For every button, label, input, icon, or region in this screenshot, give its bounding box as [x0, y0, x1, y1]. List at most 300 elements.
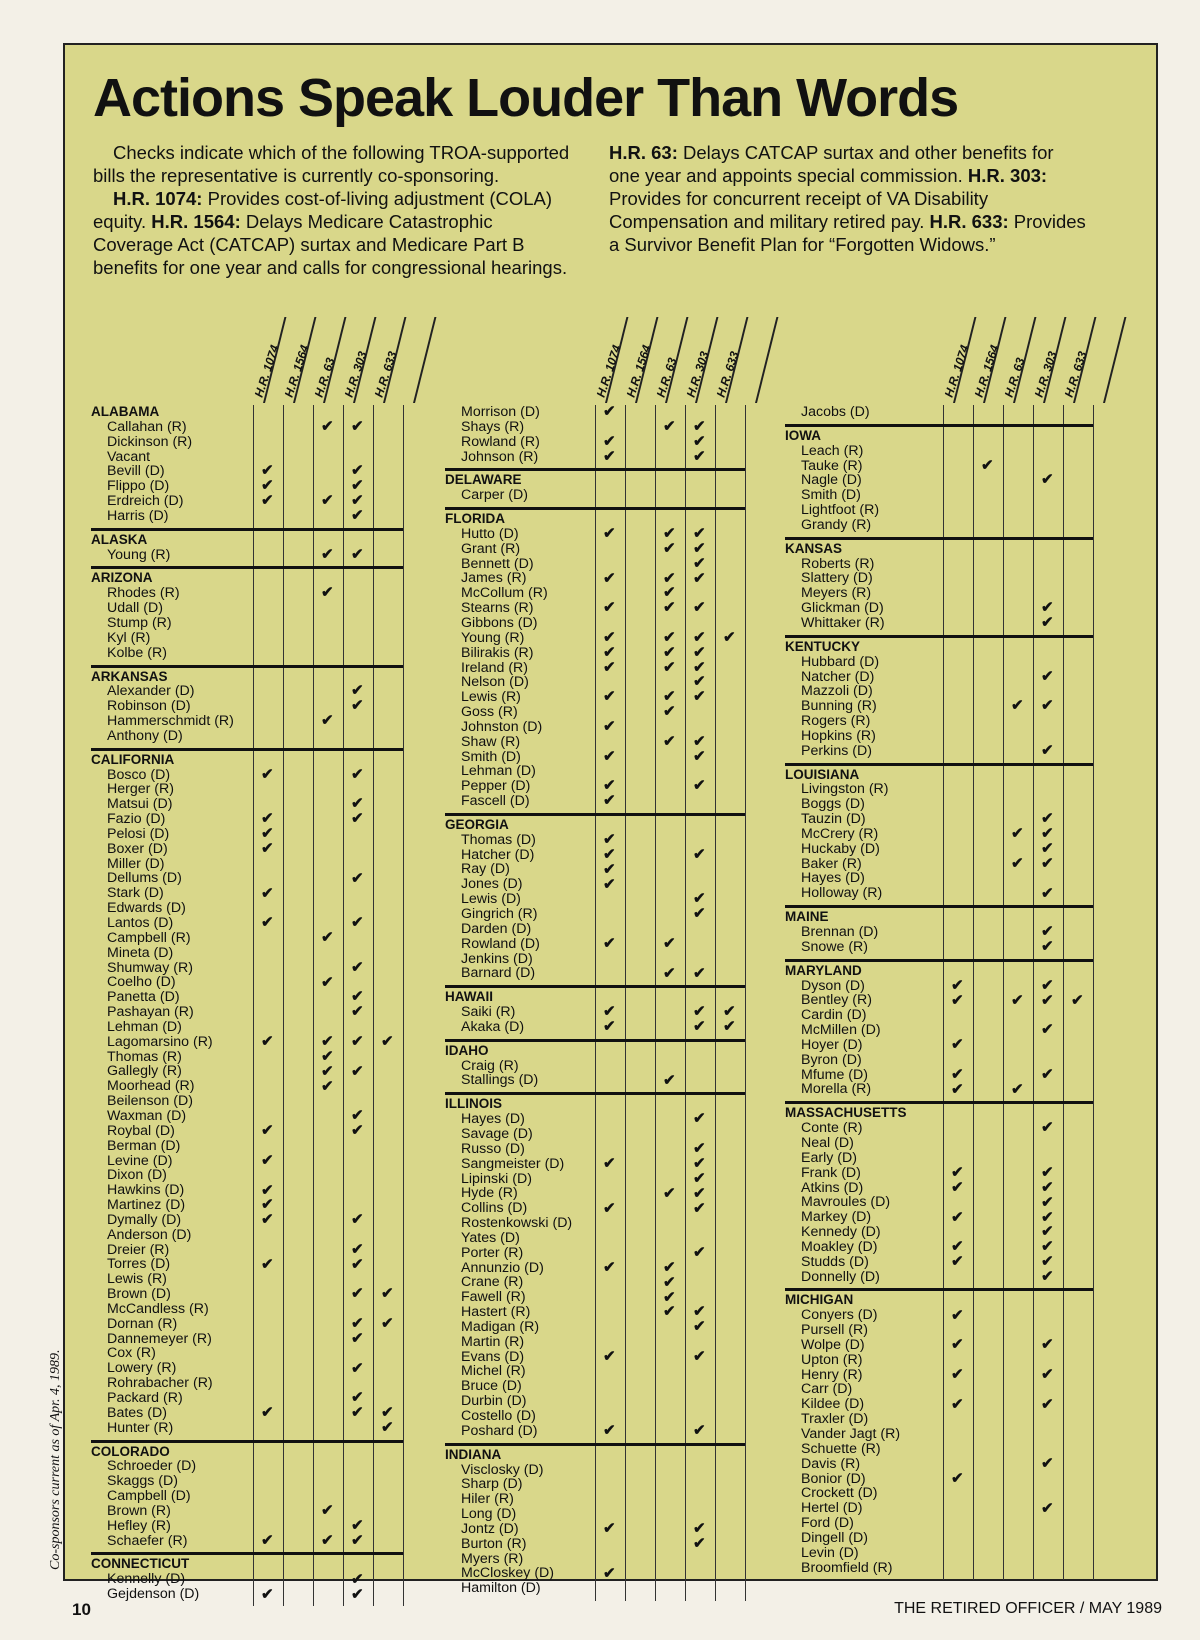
- bill-label: H.R. 633:: [929, 211, 1009, 232]
- state-divider: [785, 420, 1093, 427]
- state-heading: KANSAS: [785, 540, 843, 556]
- rep-name: Conte (R): [801, 1120, 863, 1137]
- check-mark: ✔: [951, 1238, 964, 1256]
- rep-name: Michel (R): [461, 1363, 526, 1380]
- rep-name: Lehman (D): [107, 1018, 182, 1035]
- check-mark: ✔: [1041, 1366, 1054, 1383]
- rep-name: Gibbons (D): [461, 614, 538, 631]
- rep-name: Cardin (D): [801, 1007, 867, 1024]
- check-mark: ✔: [261, 1585, 274, 1603]
- check-mark: ✔: [351, 1240, 364, 1258]
- state-heading: GEORGIA: [445, 816, 509, 832]
- state-divider: [785, 1097, 1093, 1104]
- rep-name: Shaw (R): [461, 733, 521, 750]
- rep-name: Cox (R): [107, 1345, 156, 1362]
- check-mark: ✔: [351, 1285, 364, 1303]
- check-mark: ✔: [351, 1122, 364, 1140]
- check-mark: ✔: [381, 1033, 394, 1050]
- check-mark: ✔: [603, 628, 616, 646]
- rep-name: Lantos (D): [107, 915, 174, 931]
- rep-name: Glickman (D): [801, 600, 884, 617]
- rep-name: Baker (R): [801, 855, 862, 872]
- rep-name: Lagomarsino (R): [107, 1033, 213, 1050]
- check-mark: ✔: [321, 1033, 334, 1050]
- state-heading: MAINE: [785, 909, 829, 925]
- rep-name: Hertel (D): [801, 1500, 863, 1517]
- rep-name: Bates (D): [107, 1404, 167, 1421]
- state-heading: IOWA: [785, 427, 821, 443]
- state-divider: [445, 1088, 745, 1095]
- rep-name: Morrison (D): [461, 404, 540, 420]
- rep-name: Mineta (D): [107, 944, 174, 961]
- check-mark: ✔: [663, 539, 676, 557]
- check-mark: ✔: [321, 973, 334, 991]
- bill-header-cell: [655, 319, 685, 403]
- article-frame: [63, 43, 1158, 1603]
- check-mark: ✔: [1041, 1395, 1054, 1413]
- rep-name: Broomfield (R): [801, 1559, 893, 1576]
- check-mark: ✔: [381, 1404, 394, 1422]
- check-mark: ✔: [351, 1389, 364, 1407]
- check-mark: ✔: [1041, 1163, 1054, 1181]
- rep-name: Fazio (D): [107, 811, 166, 828]
- rep-name: Bruce (D): [461, 1378, 522, 1395]
- bill-header-cell: [1063, 319, 1093, 403]
- state-divider: [785, 759, 1093, 766]
- rep-name: Stark (D): [107, 885, 164, 902]
- rep-list: [91, 405, 271, 1602]
- check-mark: ✔: [1041, 741, 1054, 759]
- check-mark: ✔: [351, 810, 364, 828]
- rep-name: Rowland (D): [461, 935, 540, 952]
- check-mark: ✔: [1041, 1065, 1054, 1083]
- rep-name: Livingston (R): [801, 781, 889, 798]
- rep-list: [785, 405, 965, 1575]
- rep-name: Byron (D): [801, 1051, 862, 1068]
- bill-desc: Provides a Survivor Benefit Plan for “Forgotten Widows.”: [609, 211, 1086, 255]
- check-mark: ✔: [1071, 991, 1084, 1009]
- rep-name: Moorhead (R): [107, 1078, 195, 1095]
- header-divider: [755, 317, 778, 403]
- check-mark: ✔: [603, 524, 616, 542]
- rep-name: Myers (R): [461, 1550, 524, 1567]
- rep-name: Kennelly (D): [107, 1571, 186, 1588]
- check-mark: ✔: [261, 477, 274, 495]
- check-mark: ✔: [603, 599, 616, 617]
- check-mark: ✔: [1041, 839, 1054, 857]
- rep-name: Moakley (D): [801, 1238, 878, 1255]
- rep-name: Evans (D): [461, 1348, 525, 1365]
- rep-name: Dornan (R): [107, 1315, 178, 1332]
- state-heading: ARIZONA: [91, 570, 153, 586]
- check-mark: ✔: [951, 1253, 964, 1271]
- check-mark: ✔: [261, 1151, 274, 1169]
- state-heading: ARKANSAS: [91, 668, 168, 684]
- check-mark: ✔: [951, 976, 964, 994]
- rep-name: Tauke (R): [801, 457, 863, 474]
- rep-name: Johnston (D): [461, 718, 543, 735]
- rep-name: Sharp (D): [461, 1476, 523, 1493]
- intro-bills: [609, 141, 1089, 256]
- rep-name: Stump (R): [107, 614, 172, 631]
- bill-header-label: H.R. 303: [683, 349, 712, 399]
- check-mark: ✔: [321, 1532, 334, 1550]
- state-divider: [91, 1436, 403, 1443]
- bill-desc: Provides cost-of-living adjustment (COLA) equity.: [93, 188, 553, 232]
- check-mark: ✔: [693, 845, 706, 863]
- bill-desc: Delays Medicare Catastrophic Coverage Act (CATCAP) surtax and Medicare Part B benefits for one year and calls for congressional hearings.: [93, 211, 568, 278]
- check-mark: ✔: [663, 1258, 676, 1276]
- rep-name: McCandless (R): [107, 1300, 209, 1317]
- rep-name: Atkins (D): [801, 1179, 864, 1196]
- check-mark: ✔: [951, 1065, 964, 1083]
- header-divider: [413, 317, 436, 403]
- check-mark: ✔: [693, 658, 706, 676]
- rep-name: Bunning (R): [801, 698, 877, 715]
- check-mark: ✔: [1041, 1238, 1054, 1256]
- rep-name: Matsui (D): [107, 796, 173, 813]
- check-mark: ✔: [693, 1422, 706, 1440]
- bill-header-label: H.R. 63: [653, 355, 680, 399]
- check-mark: ✔: [351, 1255, 364, 1273]
- state-heading: MARYLAND: [785, 962, 862, 978]
- check-mark: ✔: [603, 1154, 616, 1172]
- state-heading: ALABAMA: [91, 404, 160, 419]
- bill-desc: Delays CATCAP surtax and other benefits for one year and appoints special commission.: [609, 142, 1054, 186]
- rep-name: Sangmeister (D): [461, 1155, 565, 1172]
- rep-name: Studds (D): [801, 1253, 869, 1270]
- rep-name: Bilirakis (R): [461, 644, 534, 661]
- rep-name: Schuette (R): [801, 1440, 881, 1457]
- rep-name: Neal (D): [801, 1134, 854, 1151]
- bill-label: H.R. 1074:: [113, 188, 203, 209]
- check-mark: ✔: [951, 1395, 964, 1413]
- check-mark: ✔: [1011, 991, 1024, 1009]
- check-mark: ✔: [1041, 667, 1054, 685]
- check-mark: ✔: [1041, 1021, 1054, 1039]
- rep-name: Huckaby (D): [801, 840, 880, 857]
- state-heading: COLORADO: [91, 1443, 170, 1459]
- grid-line: [313, 405, 314, 1606]
- rep-name: Martin (R): [461, 1333, 525, 1350]
- check-mark: ✔: [693, 1535, 706, 1553]
- check-mark: ✔: [693, 1303, 706, 1321]
- intro-left: [93, 141, 573, 279]
- state-heading: IDAHO: [445, 1042, 489, 1058]
- check-mark: ✔: [1011, 825, 1024, 843]
- state-divider: [785, 631, 1093, 638]
- check-mark: ✔: [663, 417, 676, 435]
- state-heading: FLORIDA: [445, 511, 505, 527]
- rep-name: Gingrich (R): [461, 906, 538, 922]
- check-mark: ✔: [351, 697, 364, 715]
- rep-name: Hayes (D): [801, 870, 865, 887]
- rep-name: Russo (D): [461, 1140, 525, 1157]
- check-mark: ✔: [1041, 614, 1054, 632]
- check-mark: ✔: [693, 599, 706, 617]
- check-mark: ✔: [603, 875, 616, 893]
- rep-name: Hyde (R): [461, 1185, 518, 1202]
- check-mark: ✔: [663, 643, 676, 661]
- bill-header-label: H.R. 1074: [941, 343, 972, 399]
- state-divider: [445, 503, 745, 510]
- check-mark: ✔: [1041, 1193, 1054, 1211]
- rep-name: Flippo (D): [107, 478, 170, 495]
- rep-name: Rowland (R): [461, 433, 540, 450]
- rep-name: Hefley (R): [107, 1517, 171, 1534]
- check-mark: ✔: [351, 1570, 364, 1588]
- rep-name: Stallings (D): [461, 1072, 539, 1089]
- check-mark: ✔: [663, 658, 676, 676]
- rep-name: Lehman (D): [461, 763, 536, 780]
- rep-name: Bennett (D): [461, 555, 534, 572]
- check-mark: ✔: [351, 988, 364, 1006]
- check-mark: ✔: [693, 1154, 706, 1172]
- rep-name: Dreier (R): [107, 1241, 170, 1258]
- state-heading: KENTUCKY: [785, 638, 861, 654]
- check-mark: ✔: [261, 810, 274, 828]
- rep-name: Skaggs (D): [107, 1473, 178, 1490]
- rep-name: McCloskey (D): [461, 1565, 555, 1582]
- check-mark: ✔: [603, 830, 616, 848]
- rep-name: Brown (D): [107, 1286, 171, 1303]
- bill-header-cell: [625, 319, 655, 403]
- rep-name: Jenkins (D): [461, 950, 533, 967]
- rep-name: Kildee (D): [801, 1396, 865, 1413]
- check-mark: ✔: [1041, 1119, 1054, 1137]
- check-mark: ✔: [693, 777, 706, 795]
- check-mark: ✔: [321, 712, 334, 730]
- rep-name: Hiler (R): [461, 1491, 514, 1508]
- grid-line: [1063, 405, 1064, 1580]
- check-mark: ✔: [663, 688, 676, 706]
- check-mark: ✔: [693, 688, 706, 706]
- check-mark: ✔: [693, 732, 706, 750]
- rep-name: Donnelly (D): [801, 1268, 880, 1285]
- check-mark: ✔: [261, 1122, 274, 1140]
- check-mark: ✔: [321, 1047, 334, 1065]
- rep-name: Jacobs (D): [801, 404, 870, 420]
- check-mark: ✔: [951, 1306, 964, 1324]
- check-mark: ✔: [1041, 1208, 1054, 1226]
- check-mark: ✔: [663, 1184, 676, 1202]
- check-mark: ✔: [693, 1520, 706, 1538]
- rep-name: Bosco (D): [107, 766, 171, 783]
- check-mark: ✔: [663, 1273, 676, 1291]
- check-mark: ✔: [261, 1404, 274, 1422]
- check-mark: ✔: [261, 765, 274, 783]
- rep-name: Dannemeyer (R): [107, 1330, 212, 1347]
- check-mark: ✔: [603, 1199, 616, 1217]
- rep-name: Dixon (D): [107, 1167, 167, 1184]
- check-mark: ✔: [693, 747, 706, 765]
- bill-header-label: H.R. 303: [341, 349, 370, 399]
- bill-header-label: H.R. 303: [1031, 349, 1060, 399]
- check-mark: ✔: [381, 1419, 394, 1437]
- check-mark: ✔: [1041, 1178, 1054, 1196]
- check-mark: ✔: [603, 777, 616, 795]
- rep-name: Burton (R): [461, 1535, 527, 1552]
- check-mark: ✔: [603, 403, 616, 420]
- check-mark: ✔: [603, 747, 616, 765]
- check-mark: ✔: [693, 1110, 706, 1128]
- rep-name: Ray (D): [461, 861, 510, 878]
- rep-name: Anthony (D): [107, 727, 183, 744]
- grid-line: [655, 405, 656, 1601]
- rep-name: Conyers (D): [801, 1307, 878, 1324]
- rep-name: Herger (R): [107, 781, 175, 798]
- bill-header-label: H.R. 63: [1001, 355, 1028, 399]
- rep-name: Hoyer (D): [801, 1036, 863, 1053]
- grid-line: [343, 405, 344, 1606]
- rep-name: Hammerschmidt (R): [107, 713, 234, 730]
- rep-name: Rohrabacher (R): [107, 1375, 213, 1392]
- check-mark: ✔: [1041, 599, 1054, 617]
- rep-name: Snowe (R): [801, 938, 869, 955]
- rep-name: Lewis (D): [461, 891, 521, 908]
- rep-name: Carper (D): [461, 487, 529, 504]
- check-mark: ✔: [351, 1315, 364, 1333]
- bill-header-cell: [1033, 319, 1063, 403]
- check-mark: ✔: [1041, 991, 1054, 1009]
- rep-name: Boggs (D): [801, 796, 865, 813]
- rep-name: Campbell (R): [107, 929, 191, 946]
- check-mark: ✔: [351, 869, 364, 887]
- page-number: 10: [72, 1600, 91, 1619]
- check-mark: ✔: [693, 1199, 706, 1217]
- rep-name: Hunter (R): [107, 1419, 174, 1436]
- rep-name: Mfume (D): [801, 1066, 868, 1083]
- check-mark: ✔: [351, 765, 364, 783]
- rep-name: Visclosky (D): [461, 1461, 544, 1478]
- rep-name: Upton (R): [801, 1351, 863, 1368]
- check-mark: ✔: [1011, 697, 1024, 715]
- rep-name: Frank (D): [801, 1164, 861, 1181]
- rep-name: Rostenkowski (D): [461, 1215, 573, 1232]
- rep-name: McCrery (R): [801, 825, 879, 842]
- check-mark: ✔: [981, 456, 994, 474]
- check-mark: ✔: [1041, 810, 1054, 828]
- rep-name: Smith (D): [801, 487, 861, 504]
- check-mark: ✔: [351, 958, 364, 976]
- grid-line: [685, 405, 686, 1601]
- rep-name: Packard (R): [107, 1390, 183, 1406]
- rep-name: Yates (D): [461, 1229, 520, 1246]
- check-mark: ✔: [1041, 1499, 1054, 1517]
- check-mark: ✔: [603, 688, 616, 706]
- check-mark: ✔: [693, 890, 706, 908]
- check-mark: ✔: [693, 1184, 706, 1202]
- rep-name: Meyers (R): [801, 585, 872, 602]
- check-mark: ✔: [693, 1140, 706, 1158]
- bill-header-cell: [253, 319, 283, 403]
- bill-label: H.R. 63:: [609, 142, 678, 163]
- state-heading: DELAWARE: [445, 472, 522, 488]
- rep-name: Schaefer (R): [107, 1532, 188, 1549]
- rep-name: Leach (R): [801, 442, 864, 459]
- state-heading: CONNECTICUT: [91, 1556, 190, 1572]
- rep-name: Thomas (D): [461, 831, 536, 848]
- page-title: Actions Speak Louder Than Words: [93, 68, 959, 128]
- check-mark: ✔: [951, 1208, 964, 1226]
- rep-name: Goss (R): [461, 704, 518, 721]
- rep-name: Rogers (R): [801, 713, 871, 730]
- rep-name: Vacant: [107, 448, 151, 465]
- check-mark: ✔: [1041, 1336, 1054, 1354]
- rep-name: Mavroules (D): [801, 1194, 891, 1211]
- intro-bills: [93, 187, 573, 279]
- check-mark: ✔: [261, 1181, 274, 1199]
- grid-line: [715, 405, 716, 1601]
- state-heading: LOUISIANA: [785, 766, 860, 782]
- check-mark: ✔: [351, 506, 364, 524]
- check-mark: ✔: [351, 545, 364, 563]
- bill-header-label: H.R. 1564: [971, 343, 1002, 399]
- rep-name: Hastert (R): [461, 1304, 531, 1321]
- check-mark: ✔: [693, 905, 706, 923]
- state-divider: [445, 1439, 745, 1446]
- rep-name: Shays (R): [461, 418, 525, 435]
- rep-name: Boxer (D): [107, 840, 168, 857]
- check-mark: ✔: [321, 492, 334, 510]
- bill-header-label: H.R. 1564: [281, 343, 312, 399]
- rep-name: Young (R): [461, 629, 525, 646]
- state-heading: CALIFORNIA: [91, 751, 175, 767]
- rep-name: Bevill (D): [107, 463, 165, 480]
- rep-name: Long (D): [461, 1506, 517, 1523]
- rep-name: Tauzin (D): [801, 811, 866, 828]
- rep-name: Lewis (R): [107, 1271, 167, 1288]
- check-mark: ✔: [1041, 884, 1054, 902]
- rep-name: James (R): [461, 570, 527, 587]
- rep-name: Dingell (D): [801, 1529, 869, 1546]
- rep-name: Hayes (D): [461, 1111, 525, 1128]
- rep-name: Gallegly (R): [107, 1063, 182, 1080]
- check-mark: ✔: [261, 1196, 274, 1214]
- state-divider: [445, 464, 745, 471]
- rep-name: McMillen (D): [801, 1022, 881, 1039]
- rep-name: Pelosi (D): [107, 825, 170, 842]
- check-mark: ✔: [1041, 976, 1054, 994]
- check-mark: ✔: [1041, 697, 1054, 715]
- bill-header-cell: [373, 319, 403, 403]
- check-mark: ✔: [951, 1163, 964, 1181]
- rep-name: Edwards (D): [107, 900, 186, 917]
- bill-header-cell: [715, 319, 745, 403]
- bill-header-label: H.R. 633: [371, 349, 400, 399]
- state-divider: [785, 533, 1093, 540]
- check-mark: ✔: [693, 673, 706, 691]
- bill-desc: Provides for concurrent receipt of VA Disability Compensation and military retired pay.: [609, 188, 989, 232]
- check-mark: ✔: [603, 934, 616, 952]
- check-mark: ✔: [261, 1033, 274, 1050]
- rep-name: Bonior (D): [801, 1470, 866, 1487]
- check-mark: ✔: [261, 492, 274, 510]
- rep-name: Callahan (R): [107, 418, 187, 435]
- state-heading: MASSACHUSETTS: [785, 1105, 907, 1121]
- check-mark: ✔: [723, 628, 736, 646]
- rep-name: Smith (D): [461, 748, 521, 765]
- check-mark: ✔: [603, 432, 616, 450]
- check-mark: ✔: [693, 628, 706, 646]
- rep-name: Grandy (R): [801, 516, 872, 533]
- check-mark: ✔: [603, 658, 616, 676]
- check-mark: ✔: [321, 417, 334, 435]
- check-mark: ✔: [951, 1366, 964, 1383]
- check-mark: ✔: [351, 795, 364, 813]
- grid-line: [625, 405, 626, 1601]
- check-mark: ✔: [603, 1564, 616, 1582]
